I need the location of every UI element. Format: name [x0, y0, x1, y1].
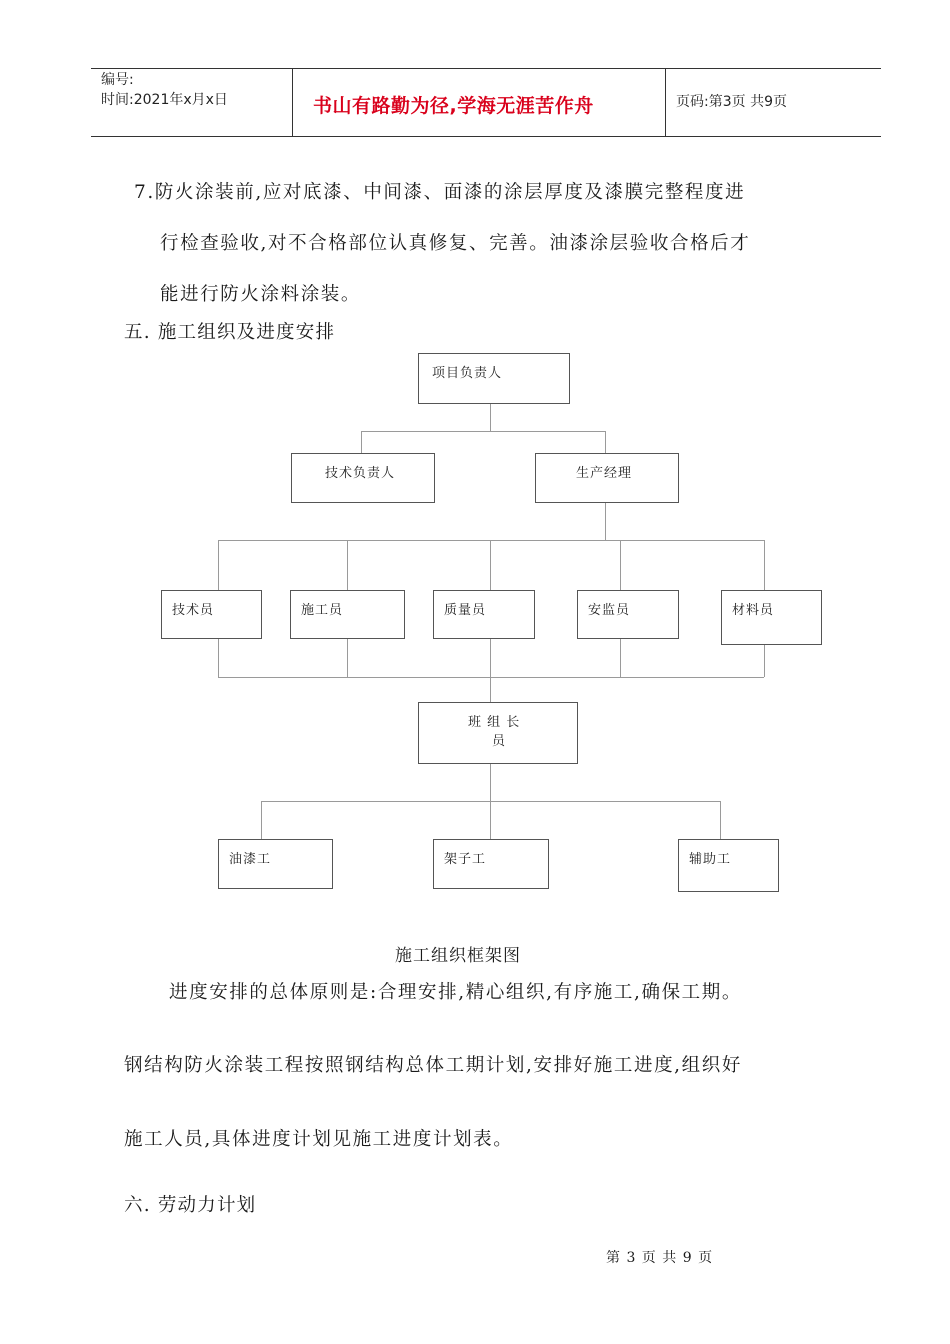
org-box-helper	[678, 839, 779, 892]
paragraph-line3: 施工人员,具体进度计划见施工进度计划表。	[124, 1129, 514, 1150]
connector-line	[764, 645, 765, 677]
connector-line	[261, 801, 721, 802]
connector-line	[605, 431, 606, 453]
org-box-safety	[577, 590, 679, 639]
org-box-constructor	[290, 590, 405, 639]
org-box-label: 施工员	[301, 603, 344, 618]
org-box-tech-manager	[291, 453, 435, 503]
org-box-team-leader	[418, 702, 578, 764]
org-box-label: 生产经理	[576, 466, 633, 481]
header-motto: 书山有路勤为径,学海无涯苦作舟	[313, 95, 594, 117]
org-box-material	[721, 590, 822, 645]
org-box-quality	[433, 590, 535, 639]
chart-caption: 施工组织框架图	[395, 946, 521, 966]
org-box-painter	[218, 839, 333, 889]
connector-line	[620, 540, 621, 590]
connector-line	[764, 540, 765, 590]
document-number-label: 编号:	[101, 72, 134, 88]
org-box-technician	[161, 590, 262, 639]
connector-line	[347, 639, 348, 677]
connector-line	[218, 540, 219, 590]
paragraph-line1: 进度安排的总体原则是:合理安排,精心组织,有序施工,确保工期。	[169, 982, 742, 1003]
org-box-label: 质量员	[444, 603, 487, 618]
connector-line	[605, 503, 606, 540]
section-5-title: 五. 施工组织及进度安排	[124, 322, 336, 343]
item7-line2: 行检查验收,对不合格部位认真修复、完善。油漆涂层验收合格后才	[160, 233, 751, 254]
connector-line	[490, 404, 491, 431]
item7-line1: 7.防火涂装前,应对底漆、中间漆、面漆的涂层厚度及漆膜完整程度进	[134, 182, 746, 203]
connector-line	[361, 431, 606, 432]
item7-line3: 能进行防火涂料涂装。	[160, 284, 362, 305]
org-box-label: 技术员	[172, 603, 215, 618]
connector-line	[347, 540, 348, 590]
org-box-label: 辅助工	[689, 852, 732, 867]
org-box-project-manager	[418, 353, 570, 404]
connector-line	[490, 540, 491, 590]
connector-line	[620, 639, 621, 677]
connector-line	[218, 677, 764, 678]
org-box-label: 技术负责人	[325, 466, 396, 481]
page-code-label: 页码:第3页 共9页	[676, 94, 787, 110]
connector-line	[218, 639, 219, 677]
org-box-label: 材料员	[732, 603, 775, 618]
org-box-label: 班 组 长	[468, 715, 521, 730]
connector-line	[218, 540, 764, 541]
org-box-label: 油漆工	[229, 852, 272, 867]
org-box-production-manager	[535, 453, 679, 503]
connector-line	[490, 801, 491, 839]
section-6-title: 六. 劳动力计划	[124, 1195, 257, 1216]
org-box-scaffolder	[433, 839, 549, 889]
header-divider	[665, 68, 666, 136]
org-box-label: 员	[492, 734, 507, 749]
connector-line	[261, 801, 262, 839]
header-bottom-border	[91, 136, 881, 137]
header-top-border	[91, 68, 881, 69]
document-time-label: 时间:2021年x月x日	[101, 92, 228, 108]
connector-line	[720, 801, 721, 839]
connector-line	[490, 764, 491, 801]
connector-line	[361, 431, 362, 453]
connector-line	[490, 639, 491, 702]
page-footer: 第 3 页 共 9 页	[606, 1250, 714, 1266]
org-box-label: 架子工	[444, 852, 487, 867]
org-box-label: 安监员	[588, 603, 631, 618]
paragraph-line2: 钢结构防火涂装工程按照钢结构总体工期计划,安排好施工进度,组织好	[124, 1055, 742, 1076]
header-divider	[292, 68, 293, 136]
org-box-label: 项目负责人	[432, 366, 503, 381]
